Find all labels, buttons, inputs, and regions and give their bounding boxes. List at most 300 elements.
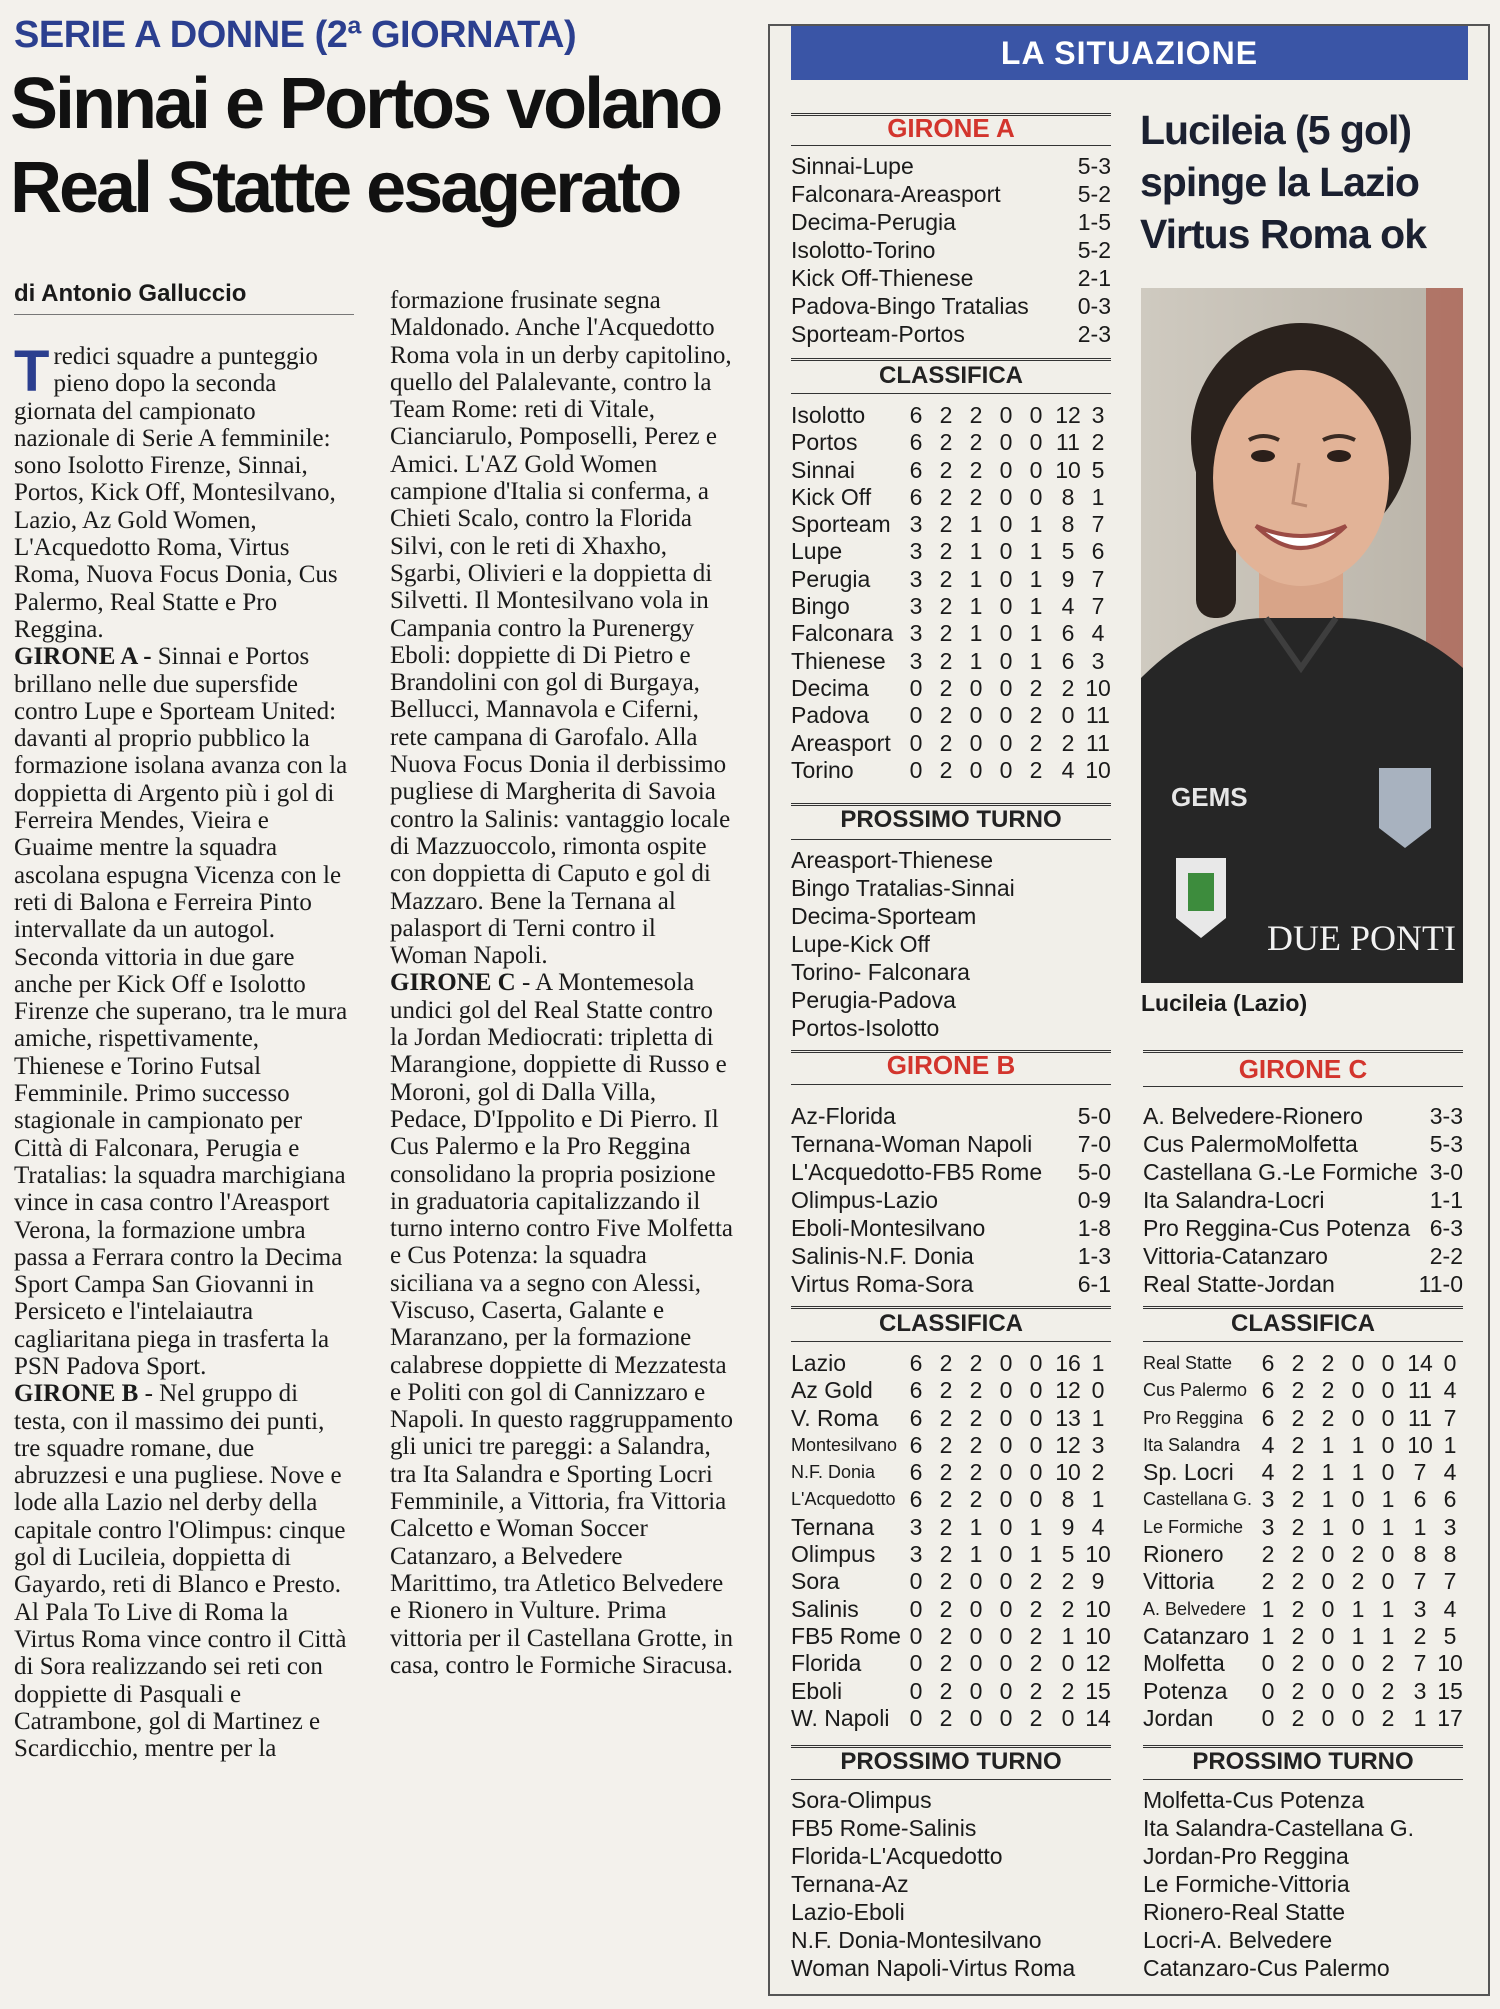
stat-cell: 2 [939, 674, 953, 701]
match-score: 11-0 [1418, 1271, 1463, 1297]
stat-cell: 1 [1029, 1541, 1043, 1568]
stat-cell: 0 [1029, 1459, 1043, 1486]
stat-cell: 0 [1061, 1704, 1075, 1731]
next-match: Woman Napoli-Virtus Roma [791, 1955, 1076, 1981]
stat-cell: 0 [909, 1568, 923, 1595]
stat-cell: 0 [909, 702, 923, 729]
stat-cell: 0 [999, 647, 1013, 674]
match-score: 1-3 [1077, 1243, 1111, 1269]
stat-cell: 3 [909, 1541, 923, 1568]
stat-cell: 5 [1443, 1622, 1457, 1649]
stat-cell: 6 [1091, 538, 1105, 565]
match-name: Vittoria-Catanzaro [1143, 1243, 1328, 1269]
paragraph-text: redici squadre a punteggio pieno dopo la seconda giornata del campionato nazionale di Serie A femminile: sono Isolotto Firenze, Sinnai, Portos, Kick Off, Montesilvano, Lazio, Az Gold Women, L'Acquedotto Roma, Virtus Roma, Nuova Focus Donia, Cus Palermo, Real Statte e Pro Reggina. [14, 343, 338, 643]
standings-row [791, 484, 1111, 511]
stat-cell: 1 [1261, 1595, 1275, 1622]
stat-cell: 0 [999, 1650, 1013, 1677]
stat-cell: 1 [1321, 1513, 1335, 1540]
stat-cell: 0 [1029, 429, 1043, 456]
stat-cell: 2 [1029, 756, 1043, 783]
divider [791, 145, 1111, 146]
stat-cell: 6 [1261, 1377, 1275, 1404]
stat-cell: 7 [1091, 511, 1105, 538]
stat-cell: 1 [1351, 1622, 1365, 1649]
stat-cell: 1 [969, 565, 983, 592]
stat-cell: 0 [969, 756, 983, 783]
stat-cell: 0 [999, 1431, 1013, 1458]
match-name: Az-Florida [791, 1103, 896, 1129]
stat-cell: 2 [939, 456, 953, 483]
stat-cell: 6 [1261, 1404, 1275, 1431]
stat-cell: 0 [969, 1568, 983, 1595]
standings-row [791, 429, 1111, 456]
girone-a-classifica-heading: CLASSIFICA [879, 362, 1023, 389]
headline-line-2: Real Statte esagerato [10, 148, 680, 228]
stat-cell: 0 [1381, 1459, 1395, 1486]
team-name: Falconara [791, 620, 894, 647]
match-name: Sporteam-Portos [791, 321, 965, 347]
match-score: 3-3 [1429, 1103, 1463, 1129]
stat-cell: 0 [999, 565, 1013, 592]
standings-row [791, 1486, 1111, 1513]
team-name: Torino [791, 756, 854, 783]
result-row [1143, 1242, 1463, 1270]
team-name: Castellana G. [1143, 1489, 1253, 1510]
standings-row [1143, 1486, 1463, 1513]
stat-cell: 2 [939, 511, 953, 538]
stat-cell: 2 [1029, 1704, 1043, 1731]
stat-cell: 12 [1055, 402, 1081, 428]
stat-cell: 2 [939, 1513, 953, 1540]
standings-row [791, 1432, 1111, 1459]
stat-cell: 1 [1381, 1595, 1395, 1622]
stat-cell: 0 [1351, 1486, 1365, 1513]
match-name: Olimpus-Lazio [791, 1187, 938, 1213]
stat-cell: 6 [909, 1377, 923, 1404]
stat-cell: 0 [969, 729, 983, 756]
match-name: Decima-Perugia [791, 209, 956, 235]
stat-cell: 11 [1408, 1377, 1432, 1404]
section-lead: GIRONE C [390, 969, 516, 997]
stat-cell: 1 [969, 1541, 983, 1568]
standings-row [791, 620, 1111, 647]
next-match: Lazio-Eboli [791, 1899, 905, 1925]
stat-cell: 0 [999, 1350, 1013, 1376]
stat-cell: 2 [1029, 702, 1043, 729]
paragraph-text: - A Montemesola undici gol del Real Statte contro la Jordan Mediocrati: tripletta di Marangione, doppiette di Russo e Moroni, gol di Dalla Villa, Pedace, D'Ippolito e Di Pierro. Il Cus Palermo e la Pro Reggina consolidano la propria posizione in graduatoria capitalizzando il turno interno contro Five Molfetta e Cus Potenza: la squadra siciliana va a segno con Alessi, Viscuso, Caserta, Galante e Maranzano, per la formazione calabrese doppiette di Mezzatesta e Politi con gol di Cannizzaro e Napoli. In questo raggruppamento gli unici tre pareggi: a Salandra, tra Ita Salandra e Sporting Locri Femminile, a Vittoria, fra Vittoria Calcetto e Woman Soccer Catanzaro, a Belvedere Marittimo, tra Atletico Belvedere e Rionero in Vulture. Prima vittoria per il Castellana Grotte, in casa, contro le Formiche Siracusa. [390, 969, 733, 1679]
article-column-1 [14, 339, 354, 1763]
standings-row [1143, 1596, 1463, 1623]
girone-c-results [1143, 1102, 1463, 1298]
team-name: Montesilvano [791, 1434, 898, 1455]
stat-cell: 0 [999, 620, 1013, 647]
stat-cell: 2 [969, 1486, 983, 1513]
match-score: 2-2 [1429, 1243, 1463, 1269]
photo-headline-line-1: Lucileia (5 gol) [1140, 107, 1412, 153]
stat-cell: 0 [999, 456, 1013, 483]
team-name: Rionero [1143, 1541, 1224, 1568]
stat-cell: 0 [969, 1677, 983, 1704]
stat-cell: 0 [1029, 1377, 1043, 1404]
stat-cell: 0 [999, 1404, 1013, 1431]
stat-cell: 6 [909, 1404, 923, 1431]
stat-cell: 8 [1061, 1486, 1075, 1513]
stat-cell: 2 [1029, 1650, 1043, 1677]
stat-cell: 0 [1351, 1350, 1365, 1376]
stat-cell: 2 [969, 483, 983, 510]
stat-cell: 0 [969, 1622, 983, 1649]
stat-cell: 1 [1029, 647, 1043, 674]
result-row [791, 292, 1111, 320]
stat-cell: 2 [939, 538, 953, 565]
result-row [791, 1270, 1111, 1298]
stat-cell: 1 [1351, 1431, 1365, 1458]
next-match: FB5 Rome-Salinis [791, 1815, 977, 1841]
stat-cell: 1 [1029, 511, 1043, 538]
standings-row [1143, 1678, 1463, 1705]
stat-cell: 3 [909, 647, 923, 674]
photo-headline-line-2: spinge la Lazio [1140, 159, 1419, 205]
stat-cell: 0 [999, 729, 1013, 756]
stat-cell: 0 [999, 1595, 1013, 1622]
match-score: 1-8 [1077, 1215, 1111, 1241]
stat-cell: 1 [1351, 1595, 1365, 1622]
match-name: Kick Off-Thienese [791, 265, 974, 291]
stat-cell: 3 [1261, 1513, 1275, 1540]
stat-cell: 10 [1085, 1622, 1111, 1649]
team-name: Real Statte [1143, 1353, 1233, 1373]
girone-a-heading: GIRONE A [887, 113, 1015, 143]
standings-row [791, 1514, 1111, 1541]
stat-cell: 3 [909, 1513, 923, 1540]
result-row [791, 1214, 1111, 1242]
stat-cell: 2 [969, 1431, 983, 1458]
next-match: Ternana-Az [791, 1871, 909, 1897]
team-name: Florida [791, 1650, 862, 1677]
next-match: Perugia-Padova [791, 987, 956, 1013]
stat-cell: 2 [1061, 1595, 1075, 1622]
standings-row [791, 1596, 1111, 1623]
team-name: Portos [791, 429, 858, 456]
stat-cell: 0 [999, 1677, 1013, 1704]
standings-row [791, 1377, 1111, 1404]
stat-cell: 0 [1321, 1650, 1335, 1677]
standings-row [791, 457, 1111, 484]
match-score: 7-0 [1077, 1131, 1111, 1157]
stat-cell: 0 [999, 1513, 1013, 1540]
match-name: Sinnai-Lupe [791, 153, 914, 179]
girone-c-heading: GIRONE C [1238, 1054, 1368, 1084]
girone-b-results [791, 1102, 1111, 1298]
stat-cell: 2 [1291, 1595, 1305, 1622]
stat-cell: 2 [969, 429, 983, 456]
standings-row [791, 1541, 1111, 1568]
stat-cell: 10 [1407, 1431, 1433, 1458]
stat-cell: 1 [1321, 1459, 1335, 1486]
article-paragraph [14, 339, 354, 643]
stat-cell: 12 [1055, 1431, 1081, 1458]
stat-cell: 2 [969, 1459, 983, 1486]
stat-cell: 0 [1351, 1677, 1365, 1704]
stat-cell: 3 [1413, 1595, 1427, 1622]
girone-a-prossimo-heading: PROSSIMO TURNO [840, 806, 1062, 833]
stat-cell: 0 [999, 702, 1013, 729]
stat-cell: 1 [1091, 483, 1105, 510]
stat-cell: 3 [909, 538, 923, 565]
stat-cell: 0 [1351, 1404, 1365, 1431]
stat-cell: 6 [1261, 1350, 1275, 1376]
stat-cell: 9 [1061, 1513, 1075, 1540]
stat-cell: 2 [1061, 729, 1075, 756]
stat-cell: 1 [1029, 620, 1043, 647]
stat-cell: 2 [939, 483, 953, 510]
stat-cell: 0 [1029, 483, 1043, 510]
next-match: Sora-Olimpus [791, 1787, 932, 1813]
team-name: L'Acquedotto [791, 1489, 896, 1510]
stat-cell: 6 [909, 429, 923, 456]
match-name: A. Belvedere-Rionero [1143, 1103, 1363, 1129]
match-name: L'Acquedotto-FB5 Rome [791, 1159, 1043, 1185]
stat-cell: 6 [1443, 1486, 1457, 1513]
match-name: Castellana G.-Le Formiche [1143, 1159, 1418, 1185]
stat-cell: 0 [1321, 1622, 1335, 1649]
result-row [791, 320, 1111, 348]
stat-cell: 2 [939, 729, 953, 756]
standings-row [791, 1650, 1111, 1677]
stat-cell: 2 [1321, 1350, 1335, 1376]
standings-row [791, 730, 1111, 757]
girone-a-next-round [791, 846, 1111, 1042]
stat-cell: 6 [909, 1486, 923, 1513]
standings-row [791, 566, 1111, 593]
stat-cell: 0 [999, 1486, 1013, 1513]
stat-cell: 4 [1061, 756, 1075, 783]
result-row [791, 1158, 1111, 1186]
match-score: 5-3 [1429, 1131, 1463, 1157]
stat-cell: 3 [1091, 647, 1105, 674]
stat-cell: 0 [1321, 1568, 1335, 1595]
stat-cell: 0 [999, 402, 1013, 428]
stat-cell: 8 [1443, 1541, 1457, 1568]
next-match: Rionero-Real Statte [1143, 1899, 1345, 1925]
stat-cell: 2 [1351, 1568, 1365, 1595]
match-name: Salinis-N.F. Donia [791, 1243, 974, 1269]
stat-cell: 0 [1321, 1704, 1335, 1731]
match-score: 2-3 [1077, 321, 1111, 347]
result-row [791, 1186, 1111, 1214]
stat-cell: 2 [969, 1377, 983, 1404]
stat-cell: 2 [1351, 1541, 1365, 1568]
divider [1143, 1086, 1463, 1087]
stat-cell: 2 [939, 1377, 953, 1404]
stat-cell: 0 [1381, 1404, 1395, 1431]
team-name: Padova [791, 702, 870, 729]
stat-cell: 4 [1443, 1377, 1457, 1404]
result-row [1143, 1158, 1463, 1186]
result-row [791, 1102, 1111, 1130]
standings-row [1143, 1350, 1463, 1377]
stat-cell: 2 [939, 756, 953, 783]
stat-cell: 3 [1091, 1431, 1105, 1458]
stat-cell: 2 [969, 1350, 983, 1376]
team-name: Jordan [1143, 1704, 1214, 1731]
result-row [1143, 1270, 1463, 1298]
stat-cell: 2 [1381, 1704, 1395, 1731]
team-name: Lupe [791, 538, 843, 565]
stat-cell: 6 [909, 1459, 923, 1486]
result-row [791, 264, 1111, 292]
standings-row [1143, 1568, 1463, 1595]
stat-cell: 0 [999, 1568, 1013, 1595]
stat-cell: 15 [1085, 1677, 1111, 1704]
stat-cell: 0 [1381, 1377, 1395, 1404]
girone-b-standings [791, 1350, 1111, 1732]
stat-cell: 1 [1321, 1431, 1335, 1458]
result-row [791, 1242, 1111, 1270]
article-column-2 [390, 287, 734, 1679]
stat-cell: 0 [969, 702, 983, 729]
match-name: Pro Reggina-Cus Potenza [1143, 1215, 1411, 1241]
match-name: Cus PalermoMolfetta [1143, 1131, 1358, 1157]
stat-cell: 10 [1085, 1541, 1111, 1568]
stat-cell: 2 [939, 565, 953, 592]
stat-cell: 2 [969, 402, 983, 428]
stat-cell: 2 [939, 1650, 953, 1677]
stat-cell: 5 [1061, 538, 1075, 565]
standings-row [791, 757, 1111, 784]
match-score: 6-1 [1077, 1271, 1111, 1297]
stat-cell: 2 [939, 1595, 953, 1622]
stat-cell: 9 [1091, 1568, 1105, 1595]
stat-cell: 0 [999, 538, 1013, 565]
standings-row [1143, 1459, 1463, 1486]
match-score: 3-0 [1429, 1159, 1463, 1185]
girone-c-standings [1143, 1350, 1463, 1732]
stat-cell: 0 [1029, 456, 1043, 483]
stat-cell: 3 [909, 620, 923, 647]
stat-cell: 0 [1321, 1541, 1335, 1568]
team-name: Potenza [1143, 1677, 1228, 1704]
next-match: Catanzaro-Cus Palermo [1143, 1955, 1390, 1981]
stat-cell: 0 [909, 1704, 923, 1731]
article-paragraph [390, 287, 734, 969]
stat-cell: 1 [1351, 1459, 1365, 1486]
stat-cell: 3 [1261, 1486, 1275, 1513]
stat-cell: 7 [1413, 1459, 1427, 1486]
team-name: Pro Reggina [1143, 1407, 1244, 1428]
result-row [791, 236, 1111, 264]
girone-c-next-round [1143, 1786, 1463, 1982]
stat-cell: 0 [999, 1459, 1013, 1486]
photo-headline-line-3: Virtus Roma ok [1140, 211, 1426, 257]
stat-cell: 2 [1291, 1704, 1305, 1731]
stat-cell: 2 [939, 1486, 953, 1513]
stat-cell: 6 [909, 1431, 923, 1458]
result-row [1143, 1130, 1463, 1158]
match-name: Ita Salandra-Locri [1143, 1187, 1325, 1213]
section-lead: GIRONE A - [14, 643, 152, 671]
stat-cell: 1 [969, 593, 983, 620]
team-name: Decima [791, 674, 869, 701]
stat-cell: 2 [1061, 674, 1075, 701]
stat-cell: 2 [939, 647, 953, 674]
stat-cell: 0 [1381, 1568, 1395, 1595]
match-name: Falconara-Areasport [791, 181, 1001, 207]
stat-cell: 0 [1321, 1677, 1335, 1704]
stat-cell: 9 [1061, 565, 1075, 592]
stat-cell: 10 [1085, 1595, 1111, 1622]
article-headline [10, 62, 780, 230]
stat-cell: 0 [909, 1595, 923, 1622]
standings-row [791, 1678, 1111, 1705]
standings-row [791, 1459, 1111, 1486]
match-name: Padova-Bingo Tratalias [791, 293, 1029, 319]
stat-cell: 0 [1029, 1431, 1043, 1458]
stat-cell: 2 [1381, 1677, 1395, 1704]
article-paragraph [14, 643, 354, 1380]
standings-row [1143, 1705, 1463, 1732]
stat-cell: 1 [1091, 1486, 1105, 1513]
stat-cell: 2 [1291, 1431, 1305, 1458]
stat-cell: 1 [1381, 1622, 1395, 1649]
stat-cell: 2 [1291, 1459, 1305, 1486]
stat-cell: 7 [1413, 1650, 1427, 1677]
match-score: 2-1 [1077, 265, 1111, 291]
stat-cell: 1 [1029, 1513, 1043, 1540]
stat-cell: 3 [909, 565, 923, 592]
stat-cell: 2 [1381, 1650, 1395, 1677]
stat-cell: 7 [1091, 593, 1105, 620]
stat-cell: 2 [1291, 1650, 1305, 1677]
stat-cell: 2 [1029, 674, 1043, 701]
match-score: 5-3 [1077, 153, 1111, 179]
next-match: Bingo Tratalias-Sinnai [791, 875, 1015, 901]
stat-cell: 0 [1091, 1377, 1105, 1404]
stat-cell: 0 [1351, 1650, 1365, 1677]
standings-row [791, 675, 1111, 702]
stat-cell: 0 [1381, 1350, 1395, 1376]
stat-cell: 0 [969, 1650, 983, 1677]
stat-cell: 1 [1061, 1622, 1075, 1649]
stat-cell: 10 [1437, 1650, 1463, 1677]
stat-cell: 6 [1061, 647, 1075, 674]
section-lead: GIRONE B [14, 1380, 139, 1408]
standings-row [791, 402, 1111, 429]
standings-row [791, 1705, 1111, 1732]
stat-cell: 2 [939, 702, 953, 729]
stat-cell: 2 [1261, 1541, 1275, 1568]
stat-cell: 1 [1413, 1513, 1427, 1540]
stat-cell: 3 [909, 593, 923, 620]
stat-cell: 1 [1091, 1350, 1105, 1376]
stat-cell: 4 [1261, 1431, 1275, 1458]
stat-cell: 5 [1061, 1541, 1075, 1568]
drop-cap: T [14, 339, 50, 404]
stat-cell: 0 [1261, 1677, 1275, 1704]
stat-cell: 2 [1029, 1622, 1043, 1649]
stat-cell: 2 [939, 1622, 953, 1649]
team-name: Sp. Locri [1143, 1459, 1234, 1486]
stat-cell: 0 [1381, 1541, 1395, 1568]
stat-cell: 0 [1061, 702, 1075, 729]
standings-row [791, 538, 1111, 565]
stat-cell: 0 [969, 674, 983, 701]
team-name: W. Napoli [791, 1704, 890, 1731]
match-score: 0-3 [1077, 293, 1111, 319]
stat-cell: 1 [1029, 538, 1043, 565]
next-match: Le Formiche-Vittoria [1143, 1871, 1350, 1897]
stat-cell: 0 [999, 674, 1013, 701]
